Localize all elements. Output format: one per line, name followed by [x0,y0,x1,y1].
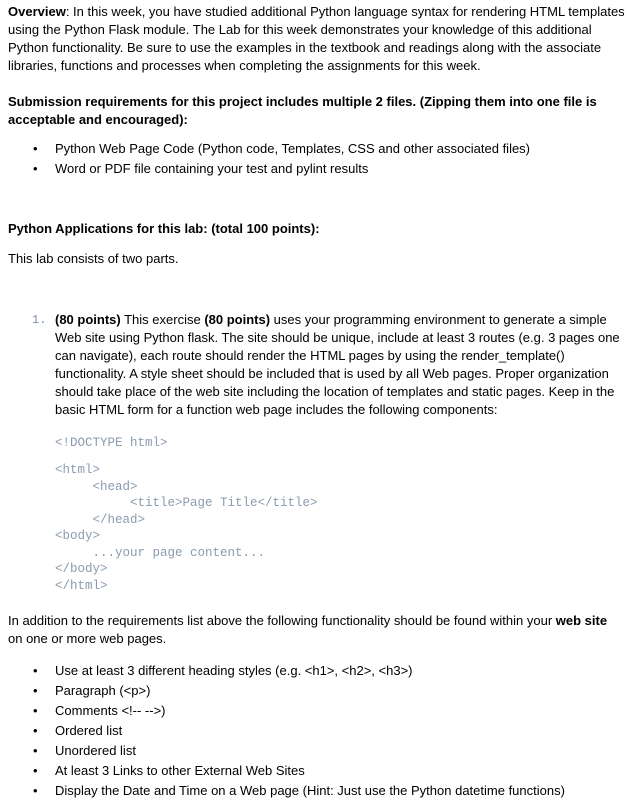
bullet-icon: • [33,743,38,758]
bullet-icon: • [33,683,38,698]
applications-heading: Python Applications for this lab: (total 100 points): [8,221,320,236]
exercise-number: 1. [32,313,47,327]
bullet-icon: • [33,763,38,778]
bullet-icon: • [33,703,38,718]
code-doctype: <!DOCTYPE html> [55,436,168,450]
list-item: • Comments <!-- -->) [8,701,628,721]
overview-paragraph [8,3,626,75]
requirements-paragraph: In addition to the requirements list above the following functionality should be found within your web site on one or more web pages. [8,613,608,646]
list-item: • Display the Date and Time on a Web page (Hint: Just use the Python datetime functions) [8,781,628,801]
list-item: • Word or PDF file containing your test and pylint results [8,159,628,179]
submission-heading: Submission requirements for this project includes multiple 2 files. (Zipping them into one file is acceptable and encouraged): [8,94,597,127]
exercise-text: uses your programming environment to generate a simple Web site using Python flask. The site should be unique, include at least 3 routes (e.g. 3 pages one can navigate), each route should render the HTML pages by using the render_template() functionality. A style sheet should be included that is used by all Web pages. Proper organization should take place of the web site including the location of templates and static pages. Keep in the basic HTML form for a function web page includes the following components: [55,312,620,417]
list-item: • Unordered list [8,741,628,761]
bullet-icon: • [33,783,38,798]
bullet-icon: • [33,161,38,176]
requirements-list [8,661,628,801]
bullet-icon: • [33,723,38,738]
exercise-item: 1. (80 points) This exercise (80 points) uses your programming environment to generate a simple Web site using Python flask. The site should be unique, include at least 3 routes (e.g. 3 pages one can navigate), each route should render the HTML pages by using the render_template() functionality. A style sheet should be included that is used by all Web pages. Proper organization should take place of the web site including the location of templates and static pages. Keep in the basic HTML form for a function web page includes the following components: [32,312,620,417]
list-item: • Paragraph (<p>) [8,681,628,701]
overview-label: Overview [8,4,66,19]
list-item: • Python Web Page Code (Python code, Templates, CSS and other associated files) [8,139,628,159]
bullet-icon: • [33,141,38,156]
bullet-icon: • [33,663,38,678]
submission-list [8,139,628,179]
code-block: <html> <head> <title>Page Title</title> </head> <body> ...your page content... </body> </html> [55,463,318,593]
overview-text: : In this week, you have studied additional Python language syntax for rendering HTML templates using the Python Flask module. The Lab for this week demonstrates your knowledge of this additional Python functionality. Be sure to use the examples in the textbook and readings along with the associate libraries, functions and processes when completing the assignments for this week. [8,4,625,73]
exercise-points: (80 points) [55,312,121,327]
applications-intro: This lab consists of two parts. [8,251,179,266]
list-item: • At least 3 Links to other External Web Sites [8,761,628,781]
list-item: • Use at least 3 different heading styles (e.g. <h1>, <h2>, <h3>) [8,661,628,681]
list-item: • Ordered list [8,721,628,741]
